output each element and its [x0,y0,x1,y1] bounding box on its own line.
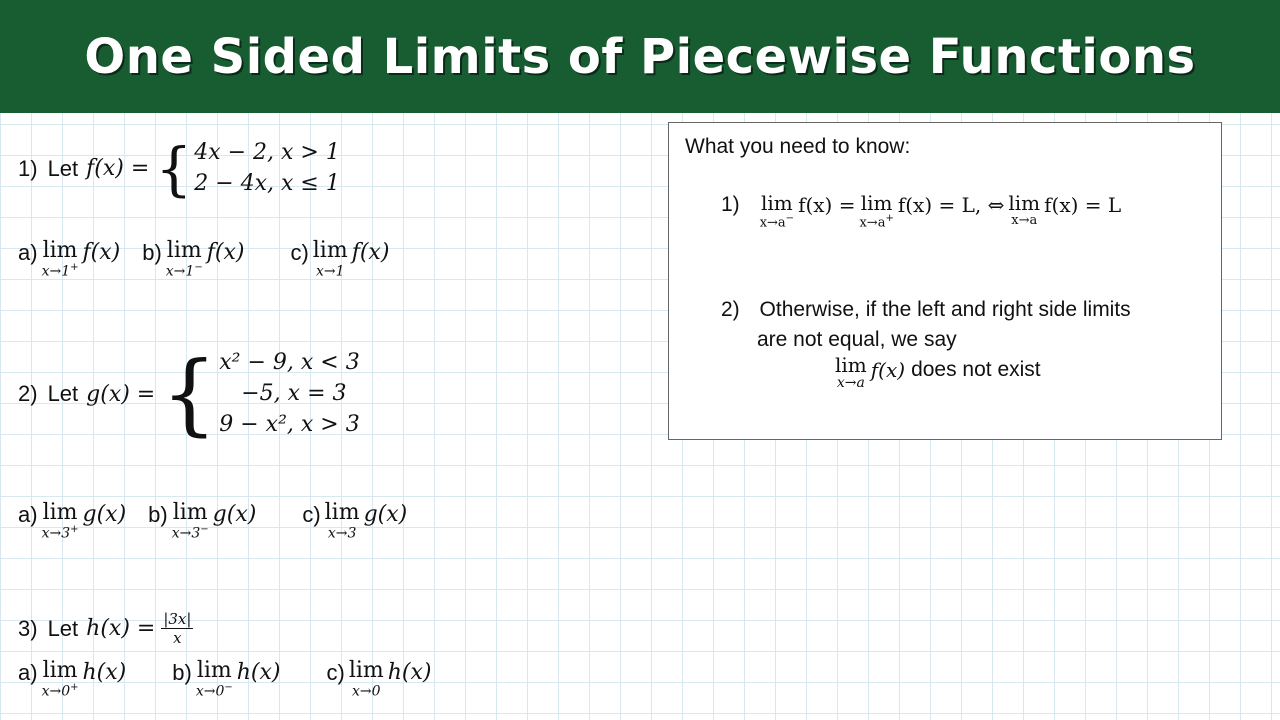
part-a [18,240,120,280]
problem-number: 2) [18,381,38,407]
lim-word: lim [42,500,78,525]
lim-word: lim [348,658,384,683]
denominator: x [173,629,182,647]
rule-expression: f(x) = L, ⇔ [897,193,1005,217]
case-line: 4x − 2, x > 1 [194,140,340,165]
problem-number: 1) [18,155,38,181]
limit-operator [42,502,79,542]
limit-subscript: x→0+ [41,682,79,700]
rule-1 [721,193,1121,231]
part-b [142,240,244,280]
part-label: c) [302,502,321,527]
rule-2 [721,295,1131,391]
title-banner [0,0,1280,113]
lim-word: lim [1008,191,1041,215]
part-label: b) [142,240,162,265]
limit-subscript: x→1+ [41,262,79,280]
lim-word: lim [324,500,360,525]
function-lhs: f(x) = [86,156,150,182]
does-not-exist-text: does not exist [911,358,1041,381]
part-a [18,660,126,700]
part-label: a) [18,502,38,527]
problem-2-definition [18,342,360,446]
case-line: 9 − x², x > 3 [219,411,360,437]
problem-1-parts [18,240,389,280]
limit-subscript: x→3+ [41,524,79,542]
lim-word: lim [172,500,208,525]
rule-2-line-2: are not equal, we say [757,328,957,351]
limit-subscript: x→3 [327,525,357,542]
part-label: c) [290,240,309,265]
limit-function: f(x) [870,358,906,382]
limit-function: h(x) [82,660,127,685]
limit-subscript: x→1 [315,263,345,280]
limit-operator [42,240,79,280]
rule-expression: f(x) = [798,193,856,217]
rule-number: 2) [721,298,740,321]
part-c [302,502,407,542]
part-label: b) [148,502,168,527]
rule-2-line-1: 2) Otherwise, if the left and right side limits [721,298,1131,321]
lim-word: lim [196,658,232,683]
numerator: |3x| [163,610,192,628]
function-lhs: g(x) = [86,381,156,407]
let-word: Let [47,381,79,407]
limit-subscript: x→3− [171,524,209,542]
limit-function: g(x) [363,502,408,527]
lim-word: lim [166,238,202,263]
limit-operator [166,240,203,280]
limit-function: f(x) [82,240,121,265]
case-line: x² − 9, x < 3 [219,350,360,375]
part-label: a) [18,660,38,685]
limit-operator [835,355,867,392]
problem-1-definition [18,134,340,203]
info-box-heading: What you need to know: [685,135,911,158]
info-box [668,122,1222,440]
limit-subscript: x→1− [165,262,203,280]
limit-operator [325,502,360,542]
limit-subscript: x→0 [352,683,381,700]
limit-operator [313,240,348,280]
left-brace: { [161,342,218,446]
left-brace: { [155,134,193,203]
part-label: b) [172,660,192,685]
limit-operator [1008,193,1040,229]
lim-word: lim [42,658,78,683]
rule-2-limit [831,355,1041,392]
lim-word: lim [860,191,893,215]
limit-function: g(x) [82,502,127,527]
piecewise-cases [219,348,359,440]
limit-function: h(x) [387,660,432,685]
limit-subscript: x→a [836,375,865,391]
part-label: a) [18,240,38,265]
fraction [161,610,193,647]
part-label: c) [326,660,345,685]
part-b [172,660,280,700]
part-a [18,502,126,542]
problem-3-definition [18,610,193,647]
rule-number: 1) [721,193,740,216]
limit-subscript: x→0− [195,682,233,700]
limit-function: g(x) [212,502,257,527]
limit-operator [172,502,209,542]
limit-subscript: x→a− [759,213,795,231]
limit-function: h(x) [236,660,281,685]
let-word: Let [47,155,79,181]
limit-function: f(x) [351,240,390,265]
limit-subscript: x→a [1011,213,1038,228]
rule-expression: f(x) = L [1044,193,1122,217]
limit-operator [349,660,384,700]
limit-operator [760,193,794,231]
piecewise-cases [194,138,340,200]
lim-word: lim [760,191,793,215]
limit-subscript: x→a+ [859,213,894,231]
part-b [148,502,256,542]
function-lhs: h(x) = [86,616,156,641]
lim-word: lim [835,353,867,377]
case-line: −5, x = 3 [241,380,347,406]
limit-operator [859,193,893,231]
limit-function: f(x) [206,240,245,265]
case-line: 2 − 4x, x ≤ 1 [194,170,340,196]
page-title: One Sided Limits of Piecewise Functions [84,28,1196,85]
let-word: Let [47,615,79,641]
problem-3-parts [18,660,432,700]
limit-operator [42,660,79,700]
lim-word: lim [42,238,78,263]
problem-number: 3) [18,615,38,641]
lim-word: lim [312,238,348,263]
part-c [290,240,389,280]
problem-2-parts [18,502,407,542]
part-c [327,660,432,700]
limit-operator [196,660,233,700]
